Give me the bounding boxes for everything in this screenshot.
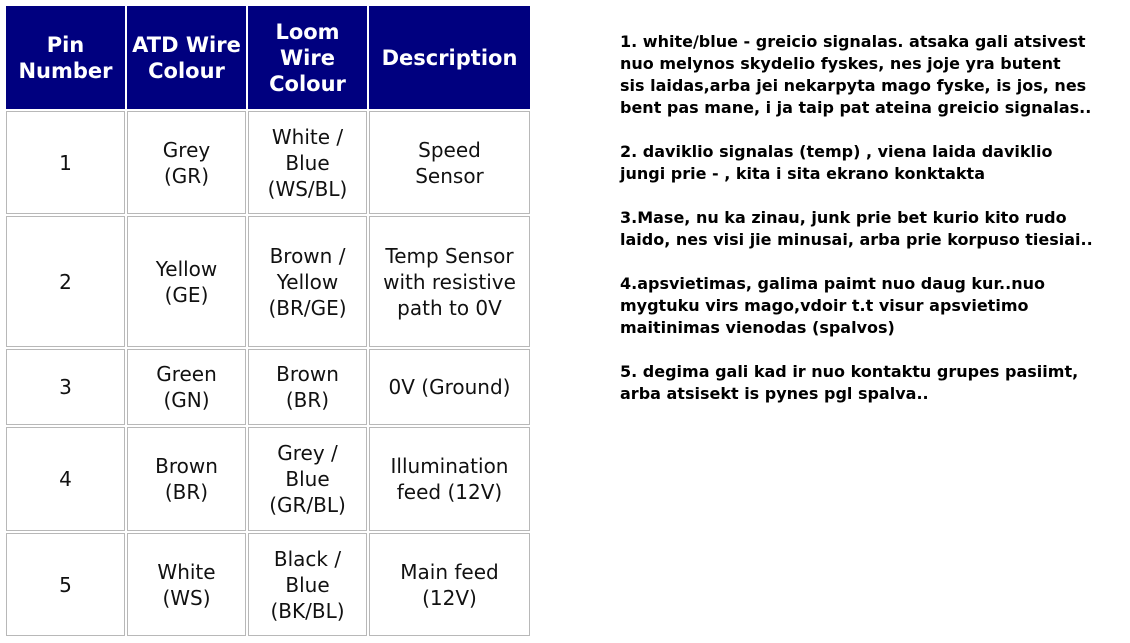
- description-cell: Main feed (12V): [369, 533, 530, 636]
- loom-colour-cell: Brown / Yellow (BR/GE): [248, 216, 367, 347]
- atd-colour-cell: Yellow (GE): [127, 216, 246, 347]
- wiring-table: [4, 4, 532, 638]
- atd-colour-cell: White (WS): [127, 533, 246, 636]
- note-3: 3.Mase, nu ka zinau, junk prie bet kurio kito rudo laido, nes visi jie minusai, arba prie korpuso tiesiai..: [620, 208, 1093, 249]
- table-row: [6, 427, 530, 531]
- loom-colour-cell: Brown (BR): [248, 349, 367, 425]
- table-row: [6, 533, 530, 636]
- description-cell: Temp Sensor with resistive path to 0V: [369, 216, 530, 347]
- pin-number-cell: 3: [6, 349, 125, 425]
- atd-colour-cell: Green (GN): [127, 349, 246, 425]
- description-cell: 0V (Ground): [369, 349, 530, 425]
- table-header-row: [6, 6, 530, 109]
- loom-colour-cell: Black / Blue (BK/BL): [248, 533, 367, 636]
- atd-colour-cell: Brown (BR): [127, 427, 246, 531]
- description-cell: Speed Sensor: [369, 111, 530, 214]
- header-description: Description: [369, 6, 530, 109]
- wiring-notes: [620, 31, 1110, 427]
- pin-number-cell: 1: [6, 111, 125, 214]
- note-2: 2. daviklio signalas (temp) , viena laida daviklio jungi prie - , kita i sita ekrano konktakta: [620, 142, 1053, 183]
- atd-colour-cell: Grey (GR): [127, 111, 246, 214]
- header-pin-number: Pin Number: [6, 6, 125, 109]
- header-atd-wire-colour: ATD Wire Colour: [127, 6, 246, 109]
- note-5: 5. degima gali kad ir nuo kontaktu grupes pasiimt, arba atsisekt is pynes pgl spalva..: [620, 362, 1079, 403]
- pin-number-cell: 2: [6, 216, 125, 347]
- pin-number-cell: 5: [6, 533, 125, 636]
- loom-colour-cell: Grey / Blue (GR/BL): [248, 427, 367, 531]
- table-row: [6, 111, 530, 214]
- pin-number-cell: 4: [6, 427, 125, 531]
- description-cell: Illumination feed (12V): [369, 427, 530, 531]
- loom-colour-cell: White / Blue (WS/BL): [248, 111, 367, 214]
- table-row: [6, 349, 530, 425]
- note-4: 4.apsvietimas, galima paimt nuo daug kur..nuo mygtuku virs mago,vdoir t.t visur apsvietimo maitinimas vienodas (spalvos): [620, 274, 1045, 337]
- header-loom-wire-colour: Loom Wire Colour: [248, 6, 367, 109]
- table-row: [6, 216, 530, 347]
- note-1: 1. white/blue - greicio signalas. atsaka gali atsivest nuo melynos skydelio fyskes, nes joje yra butent sis laidas,arba jei nekarpyta mago fyske, is jos, nes bent pas mane, i ja taip pat ateina greicio signalas..: [620, 32, 1092, 117]
